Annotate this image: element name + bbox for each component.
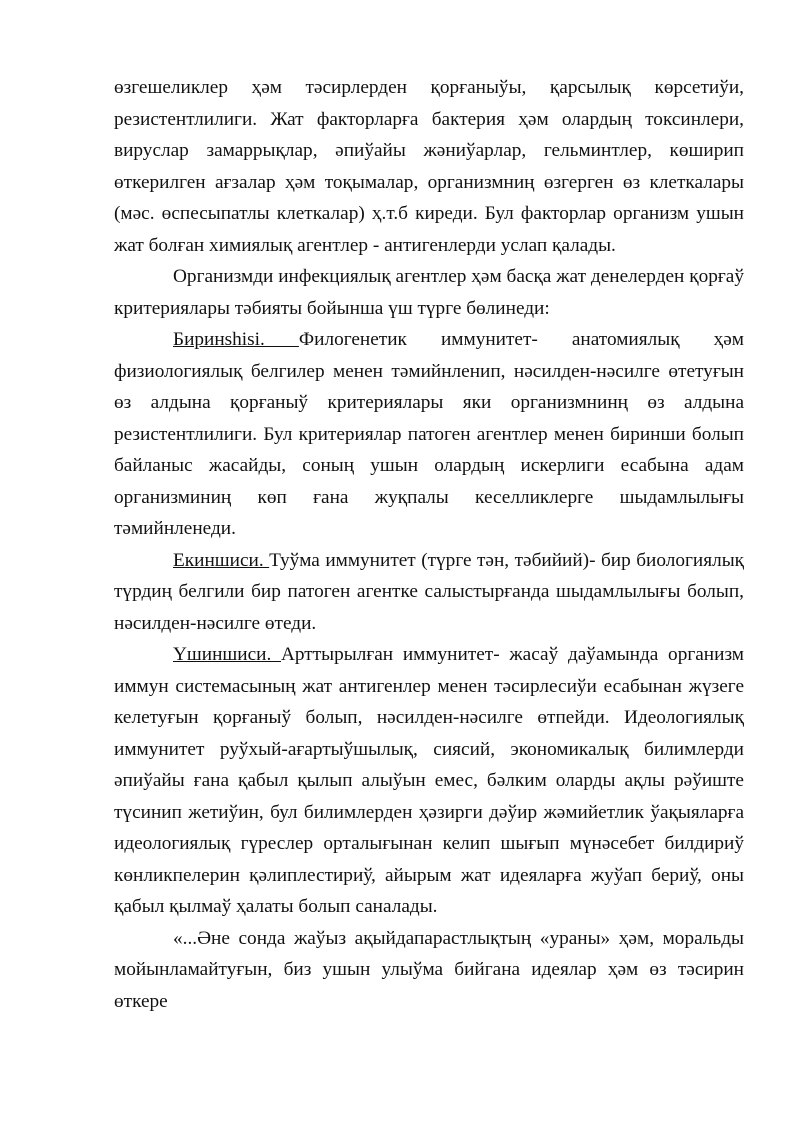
paragraph-first-type <box>114 324 744 545</box>
paragraph-lead-second: Екиншиси. <box>173 549 270 571</box>
paragraph-lead-first: Биринshisi. <box>173 329 299 350</box>
paragraph-quote <box>114 923 744 1018</box>
paragraph-third-type <box>114 639 744 923</box>
paragraph-text: Филогенетик иммунитет- анатомиялық ҳәм физиологиялық белгилер менен тәмийнленип, нәсилден-нәсилге өтетуғын өз алдына қорғаныў критериялары яки организмнинң өз алдына резистентлилиги. Бул критериялар патоген агентлер менен биринши болып байланыс жасайды, соның ушын олардың искерлиги есабына адам организминиң көп ғана жуқпалы кеселликлерге шыдамлылығы тәмийнленеди. <box>114 329 745 539</box>
paragraph-text: Арттырылған иммунитет- жасаў даўамында организм иммун системасының жат антигенлер менен тәсирлесиўи есабынан жүзеге келетуғын қорғаныў болып, нәсилден-нәсилге өтпейди. Идеологиялық иммунитет руўхый-ағартыўшылық, сиясий, экономикалық билимлерди әпиўайы ғана қабыл қылып алыўын емес, бәлким оларды ақлы рәўиште түсинип жетиўин, бул билимлерден ҳәзирги дәўир жәмийетлик ўақыяларға идеологиялық гүреслер орталығынан келип шығып мүнәсебет билдириў көнликпелерин қәлиплестириў, айырым жат идеяларға жуўап бериў, оны қабыл қылмаў ҳалаты болып саналады. <box>114 644 744 917</box>
paragraph-resistance-factors <box>114 72 744 261</box>
paragraph-lead-third: Үшиншиси. <box>173 644 281 665</box>
paragraph-protection-types <box>114 261 744 324</box>
paragraph-text: «...Әне сонда жаўыз ақыйдапарастлықтың «ураны» ҳәм, моральды мойынламайтуғын, биз ушын улыўма бийгана идеялар ҳәм өз тәсирин өткере <box>114 927 744 1012</box>
paragraph-second-type <box>114 545 744 640</box>
paragraph-text: Организмди инфекциялық агентлер ҳәм басқа жат денелерден қорғаў критериялары тәбияты бойынша үш түрге бөлинеди: <box>114 266 744 319</box>
paragraph-text: Туўма иммунитет (түрге тән, тәбийий)- бир биологиялық түрдиң белгили бир патоген агентке салыстырғанда шыдамлылығы болып, нәсилден-нәсилге өтеди. <box>114 549 745 634</box>
paragraph-text: өзгешеликлер ҳәм тәсирлерден қорғаныўы, қарсылық көрсетиўи, резистентлилиги. Жат факторларға бактерия ҳәм олардың токсинлери, вируслар замаррықлар, әпиўайы жәниўарлар, гельминтлер, көширип өткерилген ағзалар ҳәм тоқымалар, организмниң өзгерген өз клеткалары (мәс. өспесыпатлы клеткалар) ҳ.т.б киреди. Бул факторлар организм ушын жат болған химиялық агентлер - антигенлерди услап қалады. <box>114 77 744 256</box>
